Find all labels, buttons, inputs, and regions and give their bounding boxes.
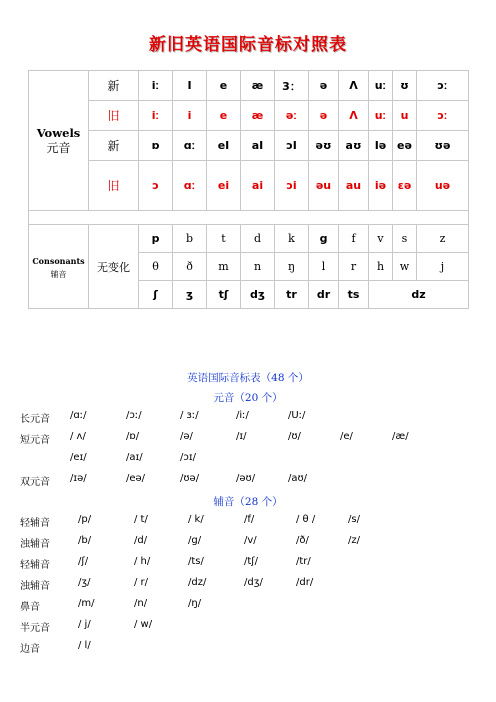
phonetic-symbol: /n/ [134,598,148,609]
phonetic-symbol: /Uː/ [288,410,306,421]
phonetic-symbol: /ts/ [188,556,204,567]
page-title: 新旧英语国际音标对照表 [149,35,347,55]
phonetic-symbol: /ɒ/ [126,431,140,442]
no-change-label: 无变化 [89,225,139,309]
phonetic-symbol: /tr/ [296,556,311,567]
list-row-label: 双元音 [20,477,50,488]
vowel-symbol: 3： [275,71,309,101]
phonetic-symbol: /ə/ [180,431,193,442]
vowel-symbol: ə [309,71,339,101]
phonetic-symbol: /b/ [78,535,92,546]
table-divider-row [29,211,469,225]
phonetic-symbol: / ɜː/ [180,410,199,421]
phonetic-symbol: /əʊ/ [236,473,256,484]
consonant-symbol: d [241,225,275,253]
vowel-symbol: ɑː [173,161,207,211]
vowel-symbol: e [207,101,241,131]
consonants-subheading: 辅音（28 个） [213,496,283,508]
ipa-comparison-table [28,70,469,309]
consonants-header [29,225,89,309]
vowel-row-label: 旧 [89,101,139,131]
vowel-symbol: aI [241,131,275,161]
vowels-subheading: 元音（20 个） [213,392,283,404]
list-row-label: 边音 [20,644,40,655]
vowels-header [29,71,89,211]
vowel-symbol: eə [393,131,417,161]
vowel-symbol: ɒ [139,131,173,161]
vowel-row-label: 新 [89,71,139,101]
phonetic-symbol: /eə/ [126,473,146,484]
vowel-symbol: əː [275,101,309,131]
vowel-symbol: ɔː [417,71,469,101]
phonetic-symbol: / t/ [134,514,148,525]
vowel-symbol: ɑː [173,131,207,161]
consonant-symbol: ŋ [275,253,309,281]
phonetic-symbol: /dr/ [296,577,314,588]
vowel-symbol: ə [309,101,339,131]
vowel-symbol: iː [139,71,173,101]
phonetic-symbol: /ʊə/ [180,473,200,484]
phonetic-symbol: /ɔː/ [126,410,142,421]
consonants-label-en: Consonants [32,255,85,266]
phonetic-symbol: / ʌ/ [70,431,86,442]
consonant-symbol: dz [369,281,469,309]
list-row-label: 浊辅音 [20,539,50,550]
consonant-symbol: r [339,253,369,281]
vowel-symbol: uː [369,101,393,131]
consonant-symbol: t [207,225,241,253]
consonant-symbol: g [309,225,339,253]
vowel-symbol: eI [207,131,241,161]
vowel-symbol: aʊ [339,131,369,161]
phonetic-symbol: /eɪ/ [70,452,87,463]
consonant-symbol: b [173,225,207,253]
consonant-symbol: tʃ [207,281,241,309]
phonetic-symbol: /dʒ/ [244,577,263,588]
vowel-symbol: au [339,161,369,211]
consonant-symbol: l [309,253,339,281]
consonant-symbol: h [369,253,393,281]
phonetic-symbol: /ɪ/ [236,431,247,442]
phonetic-symbol: /ʃ/ [78,556,89,567]
vowel-row-label: 旧 [89,161,139,211]
consonant-symbol: ʃ [139,281,173,309]
phonetic-symbol: / r/ [134,577,149,588]
consonant-symbol: s [393,225,417,253]
vowels-label-zh: 元音 [46,140,71,155]
vowel-symbol: ɔI [275,131,309,161]
vowel-symbol: Iə [369,131,393,161]
vowel-symbol: æ [241,71,275,101]
vowel-symbol: Λ [339,101,369,131]
consonant-symbol: k [275,225,309,253]
phonetic-symbol: / j/ [78,619,91,630]
list-heading: 英语国际音标表（48 个） [187,372,309,384]
phonetic-symbol: /aɪ/ [126,452,143,463]
consonant-symbol: m [207,253,241,281]
phonetic-symbol: /iː/ [236,410,249,421]
phonetic-symbol: /ŋ/ [188,598,202,609]
consonant-symbol: ts [339,281,369,309]
phonetic-symbol: /ɪə/ [70,473,87,484]
list-row-label: 浊辅音 [20,581,50,592]
phonetic-symbol: /ɑː/ [70,410,87,421]
phonetic-symbol: /ʊ/ [288,431,301,442]
vowel-symbol: ɔ [139,161,173,211]
phonetic-symbol: /d/ [134,535,148,546]
consonant-symbol: j [417,253,469,281]
vowel-symbol: iə [369,161,393,211]
consonant-symbol: dr [309,281,339,309]
phonetic-symbol: / l/ [78,640,91,651]
vowel-symbol: I [173,71,207,101]
consonants-label-zh: 辅音 [50,269,67,279]
phonetic-symbol: /ɔɪ/ [180,452,196,463]
vowel-symbol: əu [309,161,339,211]
consonant-symbol: n [241,253,275,281]
vowel-symbol: ɔː [417,101,469,131]
list-row-label: 短元音 [20,435,50,446]
consonant-symbol: z [417,225,469,253]
phonetic-symbol: /p/ [78,514,92,525]
consonant-symbol: θ [139,253,173,281]
phonetic-symbol: /ð/ [296,535,309,546]
vowel-symbol: uː [369,71,393,101]
consonant-symbol: w [393,253,417,281]
vowel-symbol: ɛə [393,161,417,211]
phonetic-symbol: /tʃ/ [244,556,259,567]
phonetic-symbol: /v/ [244,535,257,546]
vowel-symbol: uə [417,161,469,211]
list-row-label: 轻辅音 [20,560,50,571]
vowels-label-en: Vowels [36,125,81,140]
vowel-symbol: u [393,101,417,131]
phonetic-symbol: / h/ [134,556,151,567]
phonetic-symbol: /z/ [348,535,360,546]
vowel-symbol: əʊ [309,131,339,161]
vowel-symbol: Λ [339,71,369,101]
vowel-symbol: e [207,71,241,101]
consonant-symbol: dʒ [241,281,275,309]
consonant-symbol: ʒ [173,281,207,309]
list-row-label: 鼻音 [20,602,40,613]
consonant-symbol: ð [173,253,207,281]
phonetic-symbol: /g/ [188,535,202,546]
phonetic-symbol: /dz/ [188,577,207,588]
consonant-symbol: p [139,225,173,253]
vowel-symbol: ʊ [393,71,417,101]
vowel-symbol: i [173,101,207,131]
phonetic-symbol: /s/ [348,514,360,525]
consonant-symbol: tr [275,281,309,309]
list-row-label: 长元音 [20,414,50,425]
phonetic-symbol: / w/ [134,619,153,630]
phonetic-symbol: /aʊ/ [288,473,308,484]
vowel-symbol: ei [207,161,241,211]
vowel-symbol: ai [241,161,275,211]
vowel-symbol: ɔi [275,161,309,211]
phonetic-symbol: /ʒ/ [78,577,91,588]
vowel-symbol: ʊə [417,131,469,161]
phonetic-symbol: /f/ [244,514,255,525]
consonant-symbol: v [369,225,393,253]
list-row-label: 半元音 [20,623,50,634]
phonetic-symbol: / θ / [296,514,316,525]
phonetic-symbol: /e/ [340,431,353,442]
vowel-row-label: 新 [89,131,139,161]
phonetic-symbol: / k/ [188,514,204,525]
phonetic-symbol: /æ/ [392,431,409,442]
list-row-label: 轻辅音 [20,518,50,529]
consonant-symbol: f [339,225,369,253]
phonetic-symbol: /m/ [78,598,95,609]
vowel-symbol: æ [241,101,275,131]
vowel-symbol: iː [139,101,173,131]
